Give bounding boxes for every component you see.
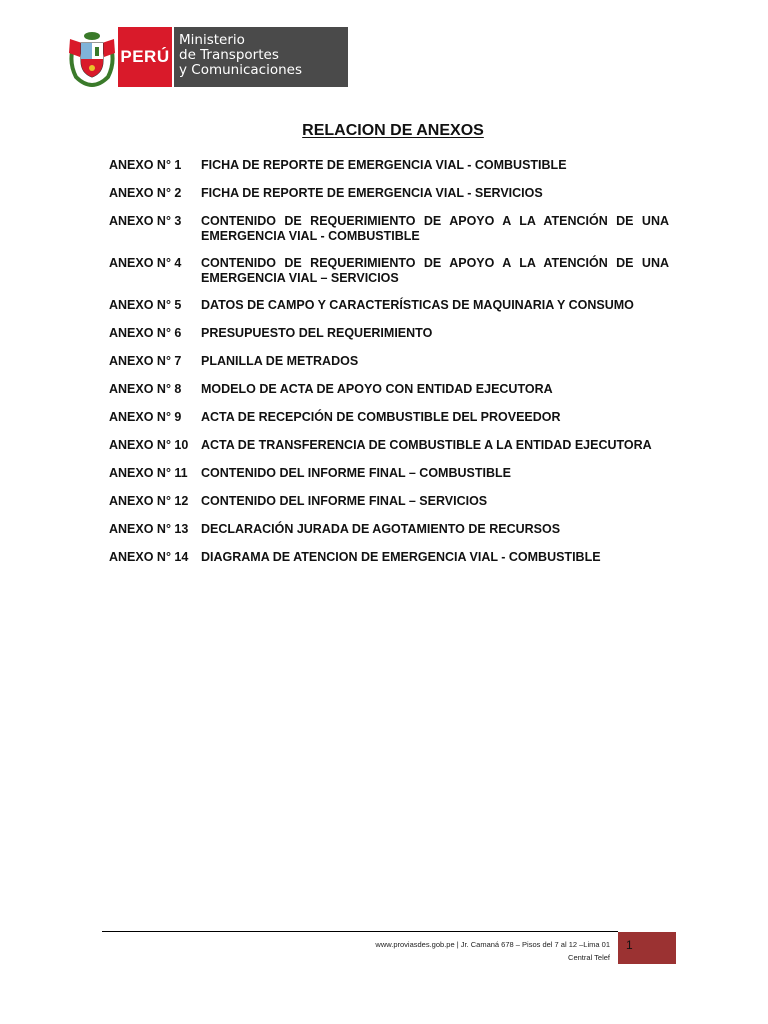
annex-description: FICHA DE REPORTE DE EMERGENCIA VIAL - SERVICIOS [201, 186, 543, 200]
annex-item [109, 382, 669, 397]
annex-item [109, 256, 669, 286]
annex-label: ANEXO N° 7 [109, 354, 182, 368]
annex-description: FICHA DE REPORTE DE EMERGENCIA VIAL - COMBUSTIBLE [201, 158, 567, 172]
annex-description: CONTENIDO DE REQUERIMIENTO DE APOYO A LA ATENCIÓN DE UNA EMERGENCIA VIAL - COMBUSTIBLE [201, 214, 669, 243]
annex-label: ANEXO N° 3 [109, 214, 182, 228]
annex-item [109, 410, 669, 425]
peru-label: PERÚ [118, 27, 172, 87]
annex-label: ANEXO N° 9 [109, 410, 182, 424]
annex-label: ANEXO N° 11 [109, 466, 188, 480]
footer-line-2: Central Telef [568, 953, 610, 962]
annex-label: ANEXO N° 1 [109, 158, 182, 172]
annex-item [109, 522, 669, 537]
annex-description: CONTENIDO DE REQUERIMIENTO DE APOYO A LA ATENCIÓN DE UNA EMERGENCIA VIAL – SERVICIOS [201, 256, 669, 285]
annex-item [109, 354, 669, 369]
page-title: RELACION DE ANEXOS [302, 122, 484, 139]
annex-item [109, 214, 669, 244]
annex-item [109, 158, 669, 173]
footer-line-1: www.proviasdes.gob.pe | Jr. Camaná 678 – Pisos del 7 al 12 –Lima 01 [375, 940, 610, 949]
annex-item [109, 438, 669, 453]
annex-label: ANEXO N° 5 [109, 298, 182, 312]
annex-item [109, 550, 669, 565]
annex-description: CONTENIDO DEL INFORME FINAL – SERVICIOS [201, 494, 488, 508]
annex-description: CONTENIDO DEL INFORME FINAL – COMBUSTIBLE [201, 466, 511, 480]
annex-label: ANEXO N° 8 [109, 382, 182, 396]
annex-description: DATOS DE CAMPO Y CARACTERÍSTICAS DE MAQUINARIA Y CONSUMO [201, 298, 634, 312]
annex-list [109, 158, 669, 578]
annex-description: ACTA DE TRANSFERENCIA DE COMBUSTIBLE A LA ENTIDAD EJECUTORA [201, 438, 652, 452]
annex-label: ANEXO N° 6 [109, 326, 182, 340]
ministry-name [174, 27, 348, 87]
annex-label: ANEXO N° 13 [109, 522, 189, 536]
annex-description: PLANILLA DE METRADOS [201, 354, 359, 368]
ministry-logo [66, 27, 348, 87]
page-number-badge: 1 [618, 932, 676, 964]
ministry-line-2: de Transportes [179, 47, 279, 63]
annex-label: ANEXO N° 2 [109, 186, 182, 200]
annex-label: ANEXO N° 4 [109, 256, 182, 270]
annex-item [109, 298, 669, 313]
annex-description: DECLARACIÓN JURADA DE AGOTAMIENTO DE RECURSOS [201, 522, 561, 536]
ministry-line-3: y Comunicaciones [179, 62, 303, 78]
annex-label: ANEXO N° 14 [109, 550, 189, 564]
peru-coat-of-arms-icon [66, 27, 118, 87]
annex-description: MODELO DE ACTA DE APOYO CON ENTIDAD EJECUTORA [201, 382, 553, 396]
annex-item [109, 326, 669, 341]
annex-description: PRESUPUESTO DEL REQUERIMIENTO [201, 326, 433, 340]
footer-divider [102, 931, 618, 932]
annex-label: ANEXO N° 10 [109, 438, 189, 452]
annex-item [109, 186, 669, 201]
annex-item [109, 494, 669, 509]
ministry-line-1: Ministerio [179, 32, 245, 48]
annex-item [109, 466, 669, 481]
annex-label: ANEXO N° 12 [109, 494, 189, 508]
annex-description: DIAGRAMA DE ATENCION DE EMERGENCIA VIAL - COMBUSTIBLE [201, 550, 601, 564]
footer-address [375, 938, 610, 964]
annex-description: ACTA DE RECEPCIÓN DE COMBUSTIBLE DEL PROVEEDOR [201, 410, 561, 424]
